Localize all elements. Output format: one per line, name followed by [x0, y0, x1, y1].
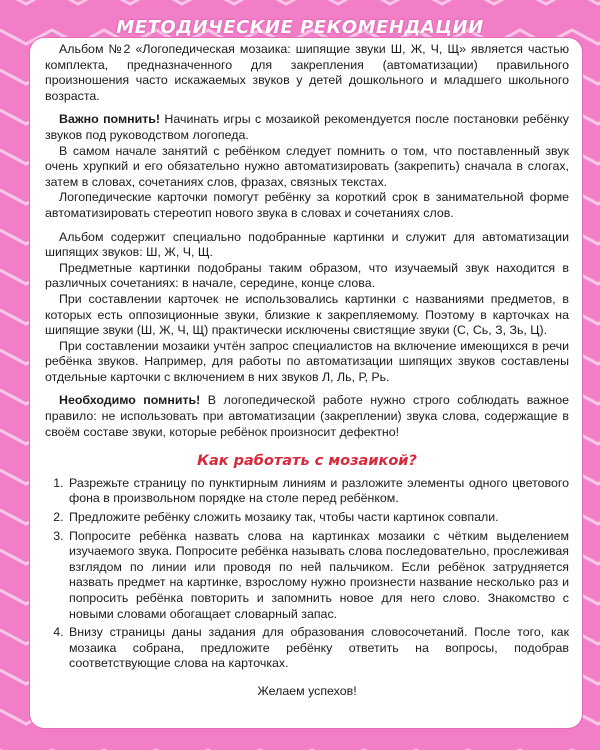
page-title: МЕТОДИЧЕСКИЕ РЕКОМЕНДАЦИИ — [116, 17, 484, 38]
closing-wish: Желаем успехов! — [257, 683, 357, 698]
step-item: 1. Разрежьте страницу по пунктирным линиям и разложите элементы одного цветового фона в произвольном порядке на столе перед ребёнком. — [67, 476, 569, 507]
paragraph-intro: Альбом №2 «Логопедическая мозаика: шипящие звуки Ш, Ж, Ч, Щ» является частью комплекта, предназначенного для закрепления (автоматизации) правильного произношения часто искажаемых звуков у детей дошкольного и младшего школьного возраста. — [45, 42, 569, 103]
howto-steps — [45, 476, 569, 672]
step-item: 3. Попросите ребёнка назвать слова на картинках мозаики с чётким выделением изучаемого звука. Попросите ребёнка называть слова последовательно, прослеживая взглядом по линии или проводя по ней пальчиком. Если ребёнок затрудняется назвать предмет на картинке, взрослому нужно произнести название несколько раз и попросить ребёнка повторить и запомнить новое для него слово. Знакомство с новыми словами обогащает словарный запас. — [67, 529, 569, 623]
important-label: Важно помнить! — [59, 112, 161, 127]
must-text: В логопедической работе нужно строго соблюдать важное правило: не использовать при автоматизации (закреплении) звука слова, содержащие в своём составе звуки, которые ребёнок произносит дефектно! — [45, 393, 569, 439]
important-text: Начинать игры с мозаикой рекомендуется после постановки ребёнку звуков под руководством логопеда. — [45, 112, 569, 142]
paragraph-mosaic: При составлении мозаики учтён запрос специалистов на включение имеющихся в речи ребёнка звуков. Например, для работы по автоматизации шипящих звуков составлены отдельные карточки с включением в них звуков Л, Ль, Р, Рь. — [45, 338, 569, 384]
paragraph-opposition: При составлении карточек не использовались картинки с названиями предметов, в которых есть оппозиционные звуки, близкие к закрепляемому. Поэтому в карточках на шипящие звуки (Ш, Ж, Ч, Щ) практически исключены свистящие звуки (С, Сь, З, Зь, Ц). — [45, 291, 569, 338]
paragraph-cards: Логопедические карточки помогут ребёнку за короткий срок в занимательной форме автоматизировать стереотип нового звука в словах и сочетаниях слов. — [45, 190, 569, 220]
howto-heading: Как работать с мозаикой? — [197, 453, 417, 470]
step-item: 2. Предложите ребёнку сложить мозаику так, чтобы части картинок совпали. — [67, 510, 569, 526]
paragraph-album: Альбом содержит специально подобранные картинки и служит для автоматизации шипящих звуков: Ш, Ж, Ч, Щ. — [45, 229, 569, 260]
must-label: Необходимо помнить! — [59, 393, 201, 408]
document-body — [45, 42, 569, 700]
chevron-stripe — [0, 0, 600, 4]
paragraph-must-remember — [45, 393, 569, 440]
paragraph-fragile-sound: В самом начале занятий с ребёнком следует помнить о том, что поставленный звук очень хрупкий и его обязательно нужно автоматизировать (закрепить) сначала в слогах, затем в словах, сочетаниях слов, фразах, связных текстах. — [45, 143, 569, 189]
paragraph-important — [45, 112, 569, 143]
step-item: 4. Внизу страницы даны задания для образования словосочетаний. После того, как мозаика собрана, предложите ребёнку ответить на вопросы, подобрав соответствующие слова на карточках. — [67, 625, 569, 672]
paragraph-pictures: Предметные картинки подобраны таким образом, что изучаемый звук находится в различных сочетаниях: в начале, середине, конце слова. — [45, 260, 569, 291]
